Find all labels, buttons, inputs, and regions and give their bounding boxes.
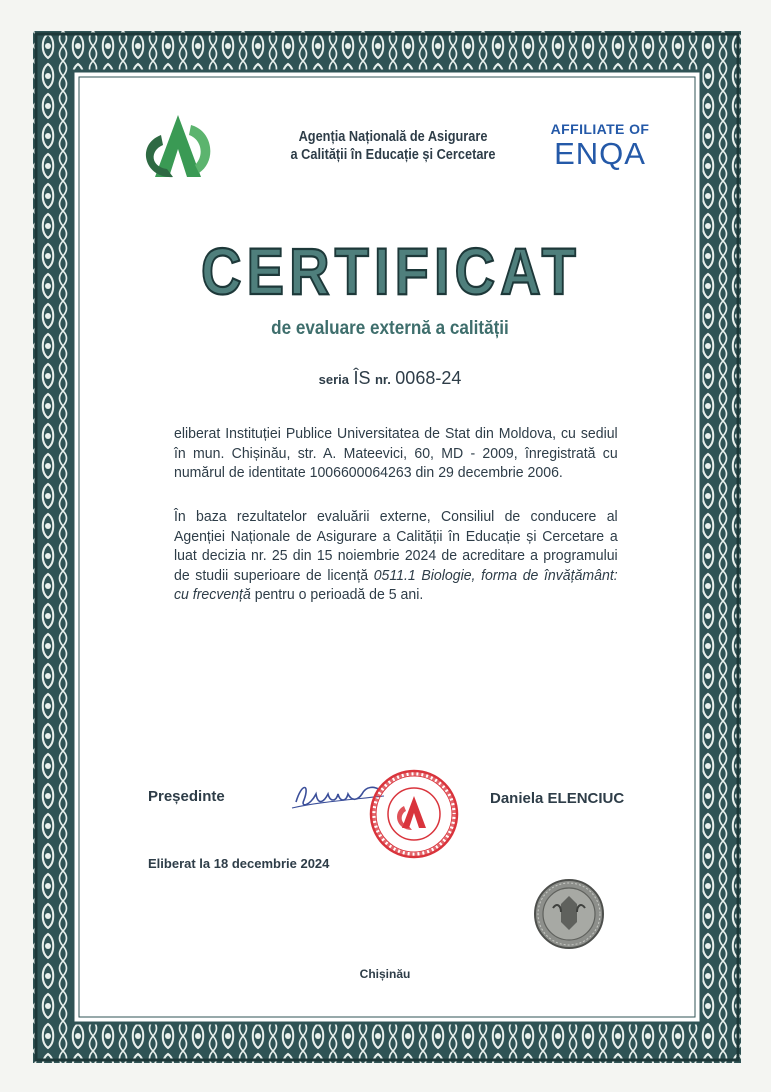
series-code: ÎS bbox=[353, 368, 371, 388]
agency-name-line2: a Calității în Educație și Cercetare bbox=[290, 147, 496, 163]
agency-logo-icon bbox=[141, 115, 215, 181]
president-name: Daniela ELENCIUC bbox=[490, 790, 625, 807]
decision-text-start: În baza rezultatelor evaluării externe, Consiliul de conducere al Agenției Naționale de Asigurare a Calității în Educație și Cercetare a luat decizia nr. 25 din 15 noiembrie 2024 de acreditare a programului de studii superioare de licență bbox=[174, 508, 618, 584]
enqa-logo-text: ENQA bbox=[554, 136, 646, 171]
enqa-affiliation bbox=[540, 121, 660, 169]
series-number: 0068-24 bbox=[395, 368, 462, 388]
agency-name-line1: Agenția Națională de Asigurare bbox=[298, 129, 488, 145]
certificate-subtitle: de evaluare externă a calității bbox=[271, 318, 509, 339]
republic-emblem-seal bbox=[533, 878, 605, 950]
certificate-series bbox=[250, 368, 530, 389]
certificate-title bbox=[196, 232, 586, 306]
program-name: 0511.1 Biologie, forma de învățământ: cu frecvență bbox=[174, 566, 618, 603]
agency-name bbox=[285, 128, 501, 164]
president-label: Președinte bbox=[148, 788, 225, 805]
agency-seal bbox=[368, 768, 460, 860]
affiliate-label: AFFILIATE OF bbox=[550, 121, 650, 137]
decision-text-end: pentru o perioadă de 5 ani. bbox=[250, 586, 424, 603]
institution-paragraph: eliberat Instituției Publice Universitatea de Stat din Moldova, cu sediul în mun. Chișinău, str. A. Mateevici, 60, MD - 2009, înregistrată cu numărul de identitate 1006600064263 din 29 decembrie 2006. bbox=[174, 425, 618, 481]
issue-date: Eliberat la 18 decembrie 2024 bbox=[148, 856, 330, 871]
decision-paragraph bbox=[174, 507, 618, 605]
series-label: seria bbox=[318, 372, 350, 387]
number-label: nr. bbox=[374, 372, 391, 387]
city: Chișinău bbox=[359, 967, 411, 981]
certificate-title-text: CERTIFICAT bbox=[201, 234, 581, 308]
